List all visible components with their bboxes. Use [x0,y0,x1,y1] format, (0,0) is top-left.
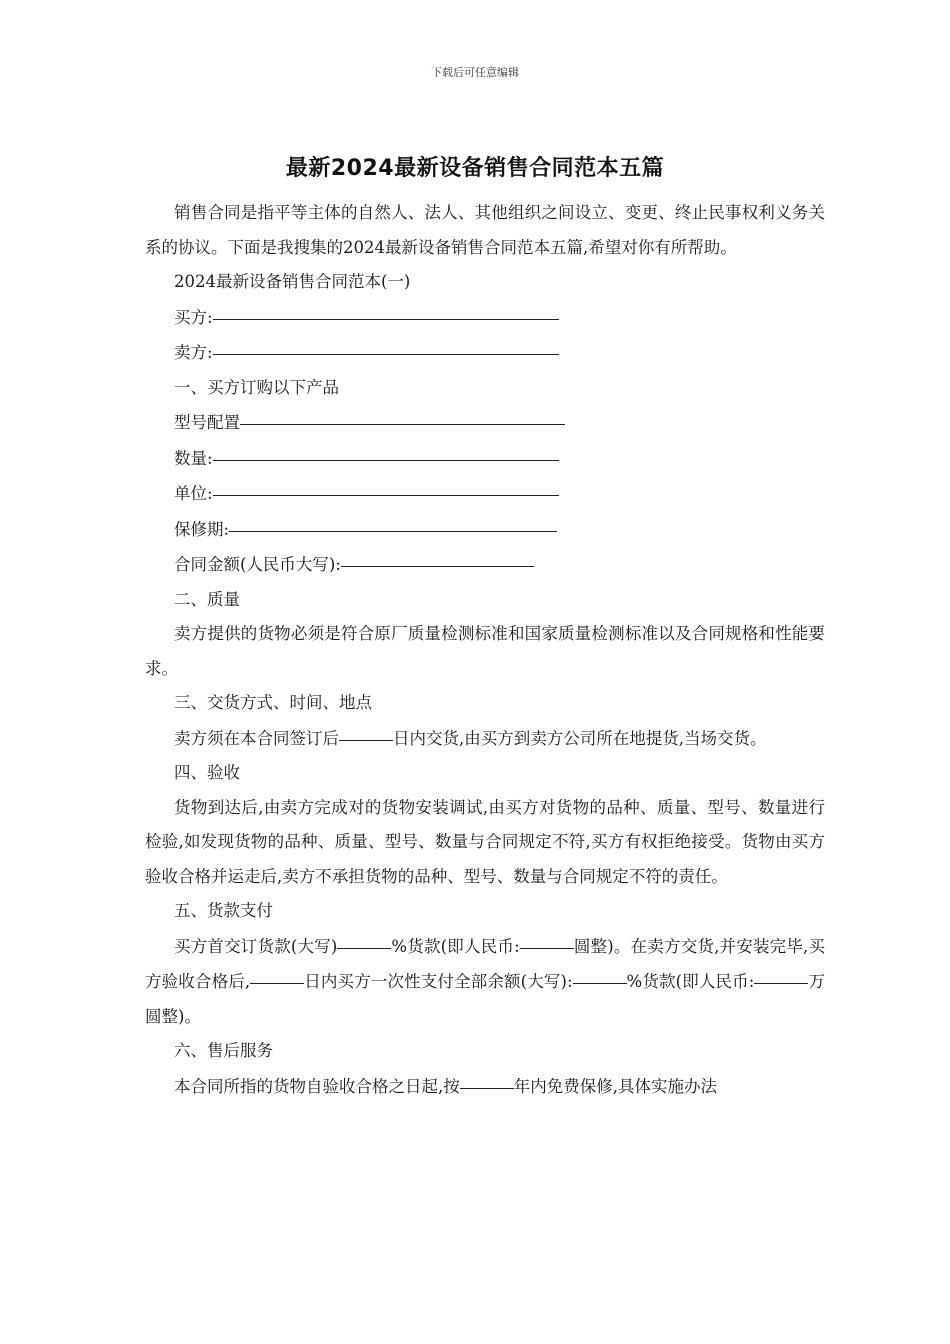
clause5-t1: 买方首交订货款(大写) [174,936,338,956]
balance-rmb-blank [754,961,808,984]
unit-field [145,476,825,512]
buyer-field [145,300,825,336]
delivery-days-blank [339,718,393,741]
clause6-text [145,1069,825,1105]
clause3-text [145,721,825,757]
buyer-label: 买方: [174,307,213,327]
balance-percent-blank [573,961,627,984]
clause5-t6: 万圆整)。 [145,972,826,1026]
warranty-label: 保修期: [174,519,230,539]
clause3-heading: 三、交货方式、时间、地点 [174,693,372,712]
amount-field [145,547,825,583]
warranty-years-blank [460,1066,514,1089]
clause5-t4: 日内买方一次性支付全部余额(大写): [304,972,573,991]
document-body [145,196,825,1104]
quantity-field [145,441,825,477]
clause5-t3: 圆整)。在卖方交货,并安装完毕,买方验收合格后, [145,936,825,991]
warranty-field [145,512,825,548]
clause5-text [145,929,825,1035]
model-blank [240,402,565,425]
document-title: 最新2024最新设备销售合同范本五篇 [285,156,665,181]
clause6-t1: 本合同所指的货物自验收合格之日起,按 [174,1076,460,1096]
clause4-heading: 四、验收 [174,763,240,782]
clause3-text-a: 卖方须在本合同签订后 [174,728,339,748]
buyer-blank [213,297,559,320]
clause2-text: 卖方提供的货物必须是符合原厂质量检测标准和国家质量检测标准以及合同规格和性能要求。 [145,624,825,678]
payment-days-blank [250,961,304,984]
amount-label: 合同金额(人民币大写): [174,555,341,574]
clause6-t2: 年内免费保修,具体实施办法 [513,1076,717,1096]
intro-paragraph: 销售合同是指平等主体的自然人、法人、其他组织之间设立、变更、终止民事权利义务关系的协议。下面是我搜集的2024最新设备销售合同范本五篇,希望对你有所帮助。 [145,203,825,257]
amount-blank [341,544,534,567]
model-field [145,405,825,441]
clause1-heading: 一、买方订购以下产品 [174,377,339,397]
clause5-t2: %货款(即人民币: [391,936,520,956]
header-note: 下载后可任意编辑 [431,66,519,79]
quantity-label: 数量: [174,448,213,468]
seller-blank [213,332,559,355]
warranty-blank [229,509,557,532]
clause5-heading: 五、货款支付 [174,901,273,920]
section-heading: 2024最新设备销售合同范本(一) [174,272,411,291]
unit-label: 单位: [174,484,213,503]
seller-field [145,335,825,371]
clause6-heading: 六、售后服务 [174,1041,273,1060]
unit-blank [213,473,559,496]
clause3-text-b: 日内交货,由买方到卖方公司所在地提货,当场交货。 [393,728,767,748]
deposit-rmb-blank [520,926,574,949]
clause2-heading: 二、质量 [174,589,240,609]
clause5-t5: %货款(即人民币: [626,972,755,991]
quantity-blank [213,438,559,461]
deposit-percent-blank [337,926,391,949]
clause4-text: 货物到达后,由卖方完成对的货物安装调试,由买方对货物的品种、质量、型号、数量进行检验,如发现货物的品种、质量、型号、数量与合同规定不符,买方有权拒绝接受。货物由买方验收合格并运走后,卖方不承担货物的品种、型号、数量与合同规定不符的责任。 [145,797,825,886]
seller-label: 卖方: [174,343,213,362]
model-label: 型号配置 [174,413,240,432]
